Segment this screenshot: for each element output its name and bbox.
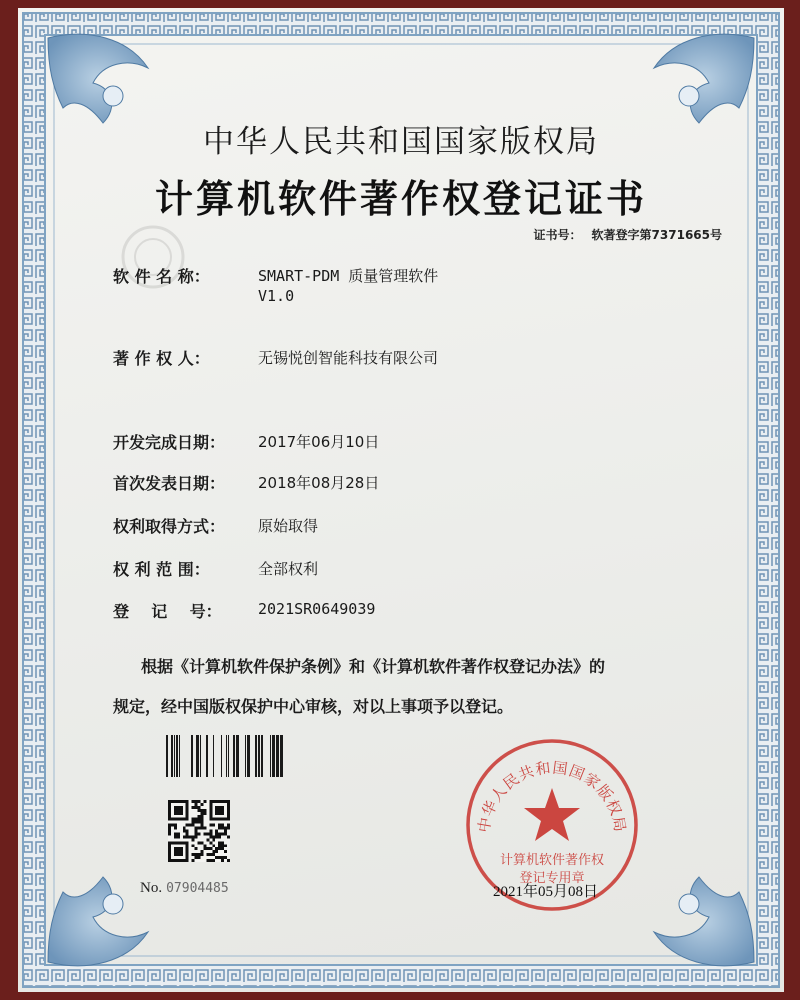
statement-line-1: 根据《计算机软件保护条例》和《计算机软件著作权登记办法》的 bbox=[141, 657, 606, 676]
certificate-number-value: 软著登字第7371665号 bbox=[591, 228, 722, 242]
completion-date-label: 开发完成日期： bbox=[113, 433, 226, 452]
corner-ornament-bl bbox=[48, 877, 148, 966]
statement-line-2: 规定，经中国版权保护中心审核，对以上事项予以登记。 bbox=[113, 697, 514, 716]
certificate-title: 计算机软件著作权登记证书 bbox=[154, 177, 647, 221]
corner-ornament-tl bbox=[48, 34, 148, 123]
corner-ornament-br bbox=[654, 877, 754, 966]
serial-number-value: 07904485 bbox=[166, 881, 229, 896]
publish-date-label: 首次发表日期： bbox=[113, 474, 226, 493]
software-version-value: V1.0 bbox=[258, 287, 295, 305]
seal-star-icon bbox=[524, 788, 580, 841]
qr-code-icon bbox=[168, 800, 230, 862]
certificate-number-label: 证书号： bbox=[533, 228, 582, 242]
seal-line-2: 登记专用章 bbox=[519, 871, 585, 886]
certificate-paper bbox=[18, 8, 784, 992]
serial-number bbox=[140, 880, 229, 897]
barcode-icon bbox=[166, 735, 284, 777]
reg-no-value: 2021SR0649039 bbox=[258, 600, 376, 618]
scope-value: 全部权利 bbox=[258, 560, 319, 578]
issuer-title: 中华人民共和国国家版权局 bbox=[203, 124, 599, 160]
completion-date-value: 2017年06月10日 bbox=[258, 433, 380, 451]
seal-line-1: 计算机软件著作权 bbox=[499, 853, 605, 868]
certificate-number bbox=[534, 226, 722, 243]
serial-number-label: No. bbox=[140, 880, 163, 896]
publish-date-value: 2018年08月28日 bbox=[258, 474, 380, 492]
scope-label: 权 利 范 围： bbox=[113, 560, 210, 579]
software-name-label: 软 件 名 称： bbox=[113, 267, 210, 286]
owner-value: 无锡悦创智能科技有限公司 bbox=[258, 349, 439, 367]
acquisition-label: 权利取得方式： bbox=[113, 517, 226, 536]
software-name-value: SMART-PDM 质量管理软件 bbox=[258, 267, 439, 285]
owner-label: 著 作 权 人： bbox=[113, 349, 210, 368]
acquisition-value: 原始取得 bbox=[258, 517, 319, 535]
corner-ornament-tr bbox=[654, 34, 754, 123]
issue-date: 2021年05月08日 bbox=[493, 884, 599, 900]
reg-no-label: 登 记 号： bbox=[113, 602, 222, 621]
seal-arc-text: 中华人民共和国国家版权局 bbox=[474, 758, 630, 834]
